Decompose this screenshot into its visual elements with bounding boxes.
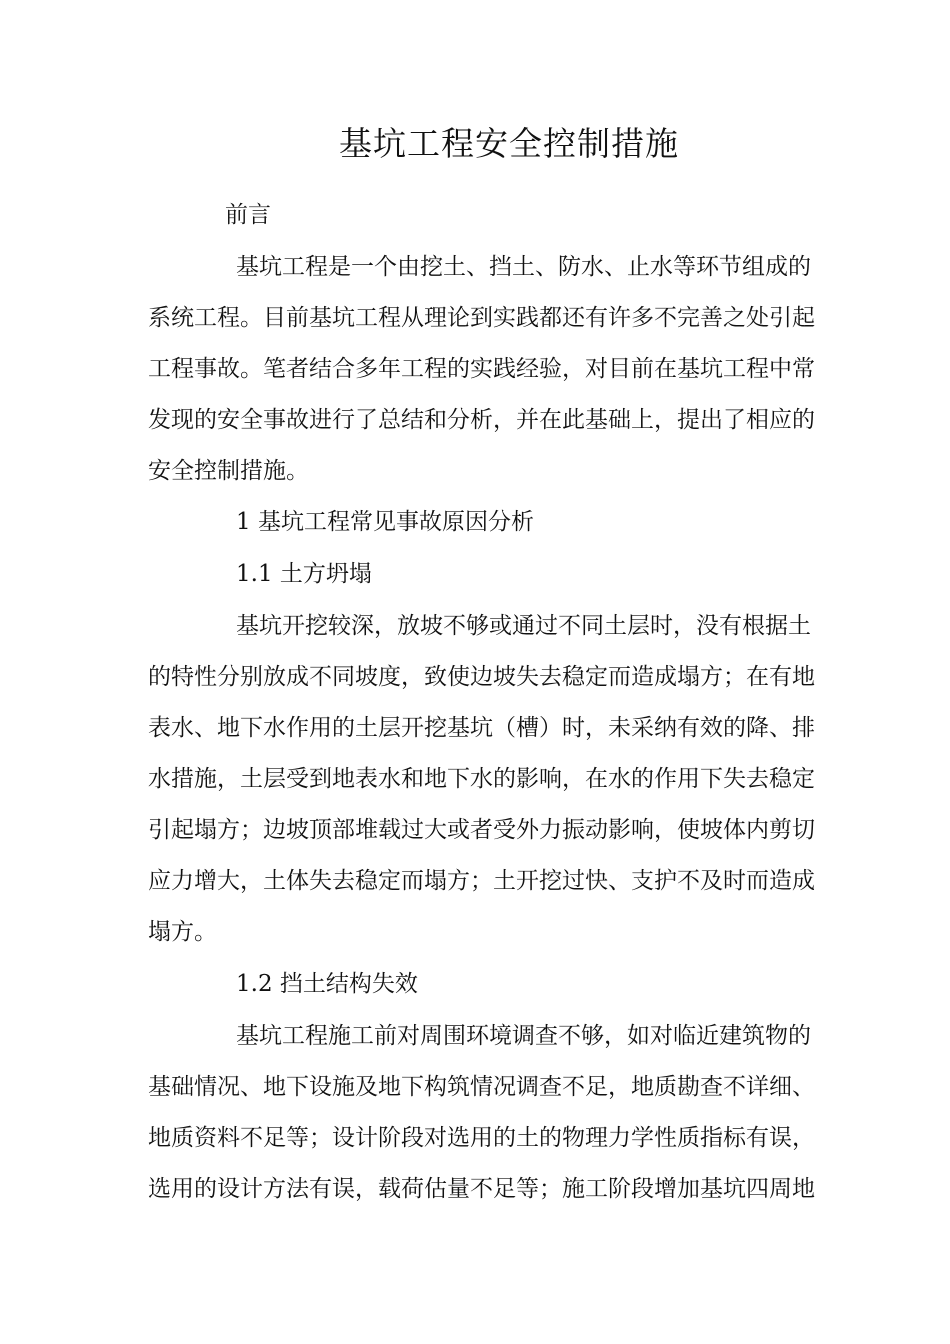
- paragraph-line: 系统工程。目前基坑工程从理论到实践都还有许多不完善之处引起: [148, 305, 815, 331]
- paragraph-line: 选用的设计方法有误，载荷估量不足等；施工阶段增加基坑四周地: [148, 1176, 815, 1202]
- paragraph-line: 基坑开挖较深，放坡不够或通过不同土层时，没有根据土: [236, 613, 811, 639]
- section-heading-1-2: 1.2 挡土结构失效: [236, 971, 418, 997]
- paragraph-line: 地质资料不足等；设计阶段对选用的土的物理力学性质指标有误，: [148, 1125, 815, 1151]
- paragraph-line: 塌方。: [148, 919, 217, 945]
- paragraph-line: 基础情况、地下设施及地下构筑情况调查不足，地质勘查不详细、: [148, 1074, 815, 1100]
- paragraph-line: 水措施，土层受到地表水和地下水的影响，在水的作用下失去稳定: [148, 766, 815, 792]
- heading-preface: 前言: [225, 202, 271, 228]
- paragraph-line: 发现的安全事故进行了总结和分析，并在此基础上，提出了相应的: [148, 407, 815, 433]
- paragraph-line: 引起塌方；边坡顶部堆载过大或者受外力振动影响，使坡体内剪切: [148, 817, 815, 843]
- paragraph-line: 表水、地下水作用的土层开挖基坑（槽）时，未采纳有效的降、排: [148, 715, 815, 741]
- document-title: 基坑工程安全控制措施: [339, 124, 679, 163]
- paragraph-line: 基坑工程是一个由挖土、挡土、防水、止水等环节组成的: [236, 254, 811, 280]
- paragraph-line: 基坑工程施工前对周围环境调查不够，如对临近建筑物的: [236, 1023, 811, 1049]
- section-heading-1: 1 基坑工程常见事故原因分析: [236, 509, 534, 535]
- paragraph-line: 的特性分别放成不同坡度，致使边坡失去稳定而造成塌方；在有地: [148, 664, 815, 690]
- section-heading-1-1: 1.1 土方坍塌: [236, 561, 372, 587]
- paragraph-line: 安全控制措施。: [148, 458, 309, 484]
- paragraph-line: 应力增大，土体失去稳定而塌方；土开挖过快、支护不及时而造成: [148, 868, 815, 894]
- paragraph-line: 工程事故。笔者结合多年工程的实践经验，对目前在基坑工程中常: [148, 356, 815, 382]
